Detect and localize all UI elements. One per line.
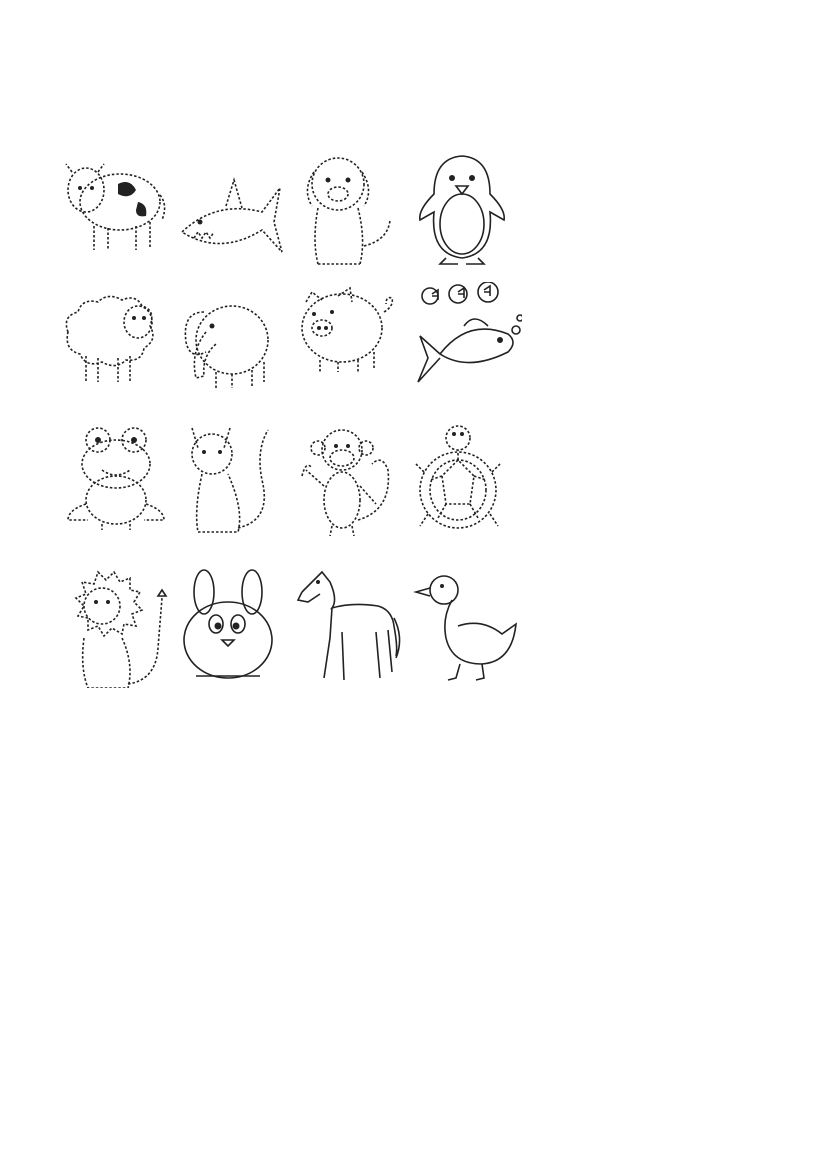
frog-icon [62, 420, 172, 540]
page-title [70, 32, 444, 122]
horse-icon [292, 568, 402, 688]
cow-icon [58, 150, 168, 270]
fish-icon [412, 282, 522, 402]
sheep-icon [58, 282, 168, 402]
cat-icon [176, 420, 286, 540]
dog-icon [292, 150, 402, 270]
rabbit-icon [176, 568, 286, 688]
shark-icon [176, 160, 286, 280]
duck-icon [412, 568, 522, 688]
pig-icon [292, 282, 402, 402]
penguin-icon [412, 150, 522, 270]
elephant-icon [176, 282, 286, 402]
turtle-icon [412, 420, 522, 540]
lion-icon [58, 568, 168, 688]
monkey-icon [292, 420, 402, 540]
